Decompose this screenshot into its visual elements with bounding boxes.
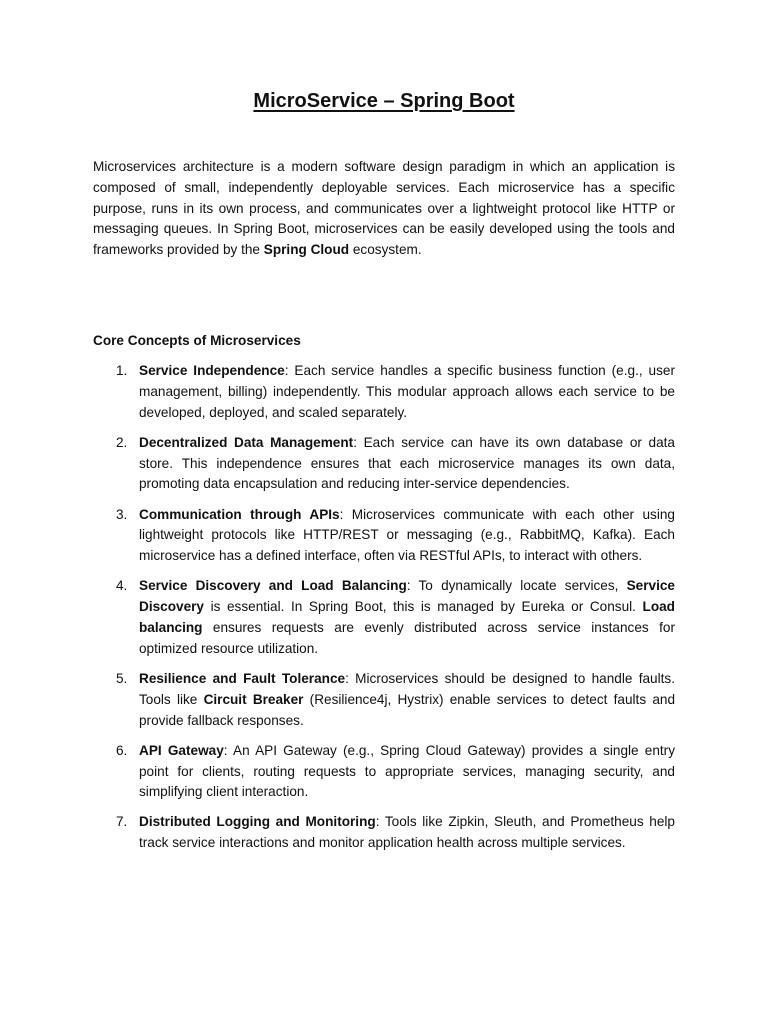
list-item-logging-monitoring <box>93 812 675 854</box>
list-item-text-2: is essential. In Spring Boot, this is managed by Eureka or Consul. <box>204 599 643 615</box>
section-heading: Core Concepts of Microservices <box>93 333 301 348</box>
list-item-text-2: (Resilience4j, Hystrix) enable services to detect faults and provide fallback responses. <box>139 691 676 728</box>
list-item-term-load-balancing: Load balancing <box>139 599 675 635</box>
list-item-term-service-discovery: Service Discovery <box>139 578 675 615</box>
list-item-text: : Tools like Zipkin, Sleuth, and Prometheus help track service interactions and monitor application health across multiple services. <box>139 814 675 851</box>
list-item-term: Distributed Logging and Monitoring <box>139 814 376 830</box>
list-item-text: : Microservices communicate with each other using lightweight protocols like HTTP/REST or messaging (e.g., RabbitMQ, Kafka). Each microservice has a defined interface, often via RESTful APIs, to interact with others. <box>139 506 675 564</box>
list-item-term-circuit-breaker: Circuit Breaker <box>203 691 304 707</box>
list-item-number: 5. <box>116 670 128 686</box>
list-item-text-3: ensures requests are evenly distributed across service instances for optimized resource utilization. <box>139 619 675 656</box>
concepts-list <box>93 361 675 863</box>
list-item-text: : Each service handles a specific business function (e.g., user management, billing) independently. This modular approach allows each service to be developed, deployed, and scaled separately. <box>139 363 675 420</box>
intro-bold-spring-cloud: Spring Cloud <box>263 242 350 258</box>
list-item-term: Communication through APIs <box>139 506 340 522</box>
list-item-service-independence <box>93 361 675 423</box>
intro-paragraph <box>93 157 675 261</box>
list-item-number: 2. <box>116 434 128 450</box>
list-item-resilience <box>93 669 675 731</box>
list-item-number: 1. <box>116 363 128 378</box>
list-item-decentralized-data <box>93 433 675 495</box>
list-item-term: Resilience and Fault Tolerance <box>139 670 346 686</box>
list-item-text: : An API Gateway (e.g., Spring Cloud Gateway) provides a single entry point for clients, routing requests to appropriate services, managing security, and simplifying client interaction. <box>139 742 675 800</box>
list-item-number: 3. <box>116 506 128 522</box>
list-item-term: Service Independence <box>139 363 285 378</box>
list-item-text: : Each service can have its own database or data store. This independence ensures that each microservice manages its own data, promoting data encapsulation and reducing inter-service dependencies. <box>139 434 675 492</box>
intro-text-1: Microservices architecture is a modern software design paradigm in which an application is composed of small, independently deployable services. Each microservice has a specific purpose, runs in its own process, and communicates over a lightweight protocol like HTTP or messaging queues. In Spring Boot, microservices can be easily developed using the tools and frameworks provided by the <box>93 159 675 258</box>
list-item-number: 4. <box>116 578 128 594</box>
intro-text-2: ecosystem. <box>349 242 422 258</box>
document-title: MicroService – Spring Boot <box>253 90 515 112</box>
list-item-text: : To dynamically locate services, <box>406 578 627 594</box>
list-item-number: 7. <box>116 814 128 830</box>
list-item-api-gateway <box>93 741 675 803</box>
list-item-term: API Gateway <box>139 742 224 758</box>
list-item-term: Decentralized Data Management <box>139 434 354 450</box>
list-item-service-discovery <box>93 576 675 659</box>
list-item-text: : Microservices should be designed to handle faults. Tools like <box>139 670 675 707</box>
list-item-term: Service Discovery and Load Balancing <box>139 578 407 594</box>
list-item-communication-apis <box>93 505 675 567</box>
list-item-number: 6. <box>116 742 128 758</box>
